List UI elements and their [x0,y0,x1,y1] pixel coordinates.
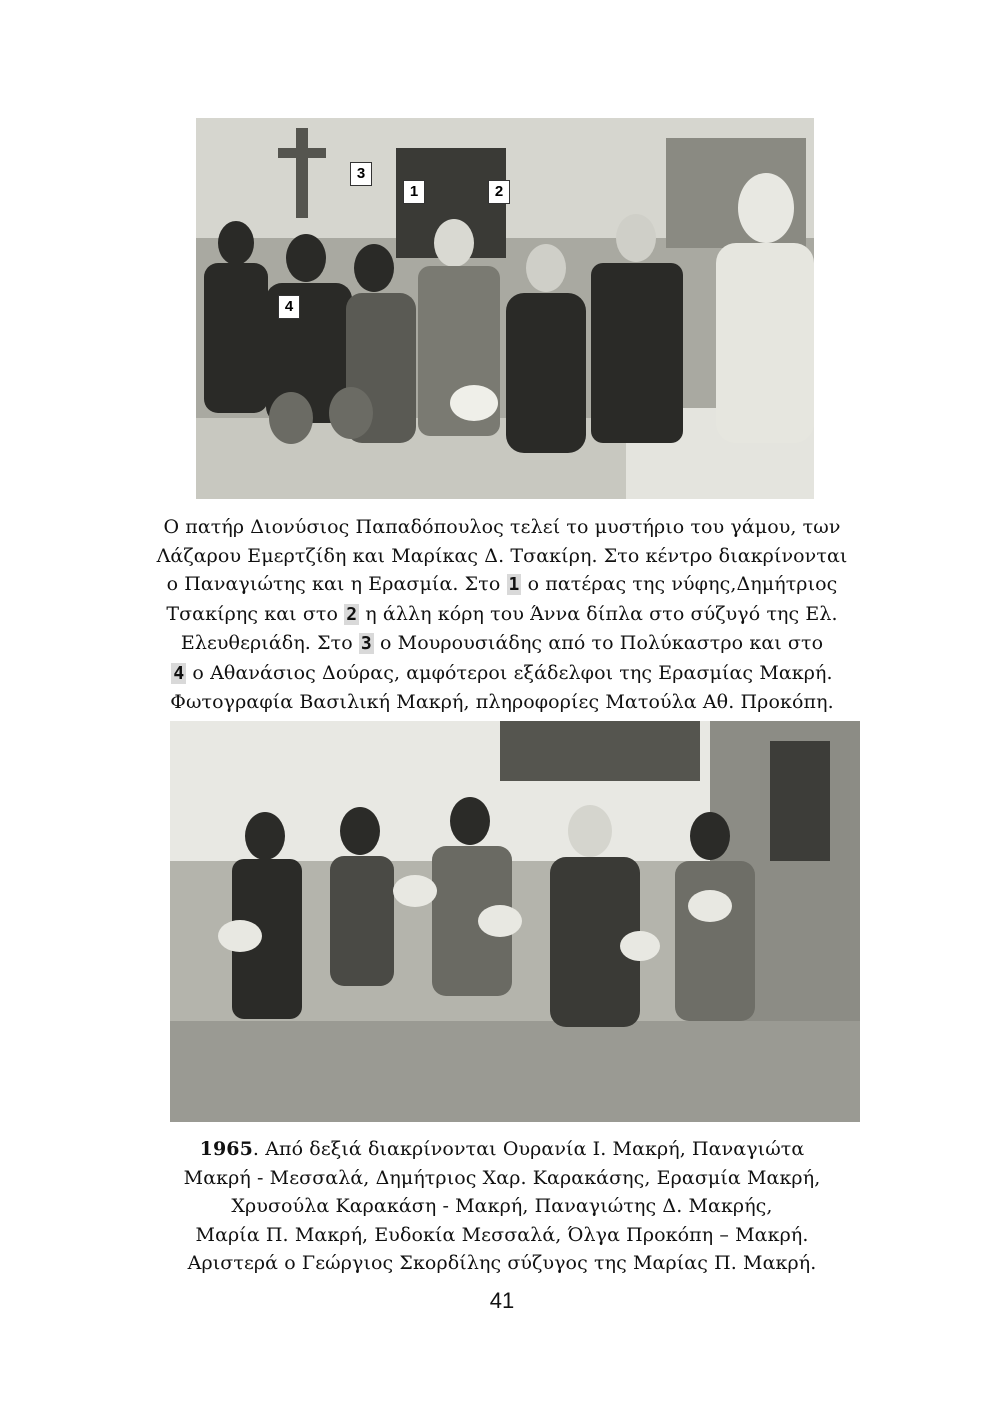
caption-line: Ελευθεριάδη. Στο 3 ο Μουρουσιάδης από το Πολύκαστρο και στο [180,632,824,654]
number-badge-3: 3 [360,633,372,654]
caption-line: ο Παναγιώτης και η Ερασμία. Στο 1 ο πατέρας της νύφης,Δημήτριος [166,573,838,595]
page-number: 41 [489,1288,515,1313]
number-badge-4: 4 [173,662,185,684]
caption-line: 4 ο Αθανάσιος Δούρας, αμφότεροι εξάδελφοι της Ερασμίας Μακρή. [173,661,833,684]
family-photo-1965 [170,721,860,1122]
caption-line: Φωτογραφία Βασιλική Μακρή, πληροφορίες Ματούλα Αθ. Προκόπη. [170,691,834,713]
wedding-caption [100,513,904,717]
year-label: 1965 [199,1138,253,1160]
caption-line: Τσακίρης και στο 2 η άλλη κόρη του Άννα δίπλα στο σύζυγό της Ελ. [166,602,838,625]
marker-4: 4 [278,295,300,319]
wedding-photo [196,118,814,499]
caption-line: Χρυσούλα Καρακάση - Μακρή, Παναγιώτης Δ. Μακρής, [231,1195,773,1217]
marker-2: 2 [488,180,510,204]
caption-line: Ο πατήρ Διονύσιος Παπαδόπουλος τελεί το μυστήριο του γάμου, των [163,516,841,538]
marker-1: 1 [403,180,425,204]
caption-line: 1965. Από δεξιά διακρίνονται Ουρανία Ι. Μακρή, Παναγιώτα [199,1138,805,1160]
marker-3: 3 [350,162,372,186]
family-caption [100,1135,904,1278]
number-badge-1: 1 [508,574,520,595]
family-photo-illustration [170,721,860,1122]
caption-line: Μακρή - Μεσσαλά, Δημήτριος Χαρ. Καρακάσης, Ερασμία Μακρή, [183,1166,821,1189]
caption-line: Μαρία Π. Μακρή, Ευδοκία Μεσσαλά, Όλγα Προκόπη – Μακρή. [195,1223,809,1246]
number-badge-2: 2 [346,603,358,625]
caption-line: Λάζαρου Εμερτζίδη και Μαρίκας Δ. Τσακίρη. Στο κέντρο διακρίνονται [156,544,848,567]
caption-line: Αριστερά ο Γεώργιος Σκορδίλης σύζυγος της Μαρίας Π. Μακρή. [187,1252,817,1274]
